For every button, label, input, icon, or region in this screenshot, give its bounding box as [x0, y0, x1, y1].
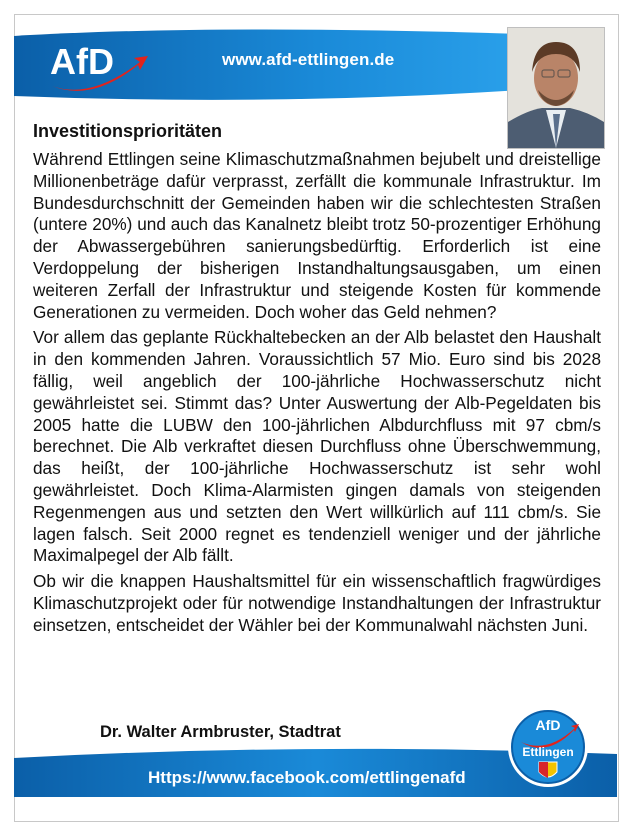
author-portrait: [507, 27, 605, 149]
afd-logo: [44, 36, 148, 100]
logo-text: AfD: [50, 41, 114, 82]
header-url[interactable]: www.afd-ettlingen.de: [222, 50, 395, 69]
afd-ettlingen-badge: [507, 706, 589, 788]
article-paragraph-3: Ob wir die knappen Haushaltsmittel für ein wissenschaftlich fragwürdiges Klimaschutzprojekt oder für notwendige Instandhaltungen der Infrastruktur einsetzen, entscheidet der Wähler bei der Kommunalwahl nächsten Juni.: [33, 571, 601, 635]
badge-top-text: AfD: [535, 717, 561, 733]
author-signature: Dr. Walter Armbruster, Stadtrat: [100, 723, 341, 741]
facebook-url[interactable]: Https://www.facebook.com/ettlingenafd: [148, 768, 466, 787]
article-paragraph-2: Vor allem das geplante Rückhaltebecken an der Alb belastet den Haushalt in den kommenden Jahren. Voraussichtlich 57 Mio. Euro sind bis 2028 fällig, weil angeblich der 100-jährliche Hochwasserschutz nicht gewährleistet sei. Stimmt das? Unter Auswertung der Alb-Pegeldaten bis 2005 hatte die LUBW den 100-jährlichen Albdurchfluss mit 97 cbm/s berechnet. Die Alb verkraftet diesen Durchfluss ohne Überschwemmung, das heißt, der 100-jährliche Hochwasserschutz ist sehr wohl gewährleistet. Doch Klima-Alarmisten gingen damals von steigenden Regenmengen aus und setzten den Wert willkürlich auf 111 cbm/s. Sie lagen falsch. Seit 2000 regnet es tendenziell weniger und der jährliche Maximalpegel der Alb fällt.: [33, 327, 601, 566]
article-paragraph-1: Während Ettlingen seine Klimaschutzmaßnahmen bejubelt und dreistellige Millionenbeträge dafür verprasst, zerfällt die kommunale Infrastruktur. Im Bundesdurchschnitt der Gemeinden haben wir die schlechtesten Straßen (untere 20%) und auch das Kanalnetz bleibt trotz 50-prozentiger Erhöhung der Abwassergebühren sanierungsbedürftig. Erforderlich ist eine Verdoppelung der bisherigen Instandhaltungsausgaben, um einen weiteren Zerfall der Infrastruktur und steigende Kosten für kommende Generationen zu vermeiden. Doch woher das Geld nehmen?: [33, 149, 601, 322]
article-body: [33, 149, 601, 641]
badge-bottom-text: Ettlingen: [522, 745, 574, 759]
article-title: Investitionsprioritäten: [33, 121, 223, 141]
